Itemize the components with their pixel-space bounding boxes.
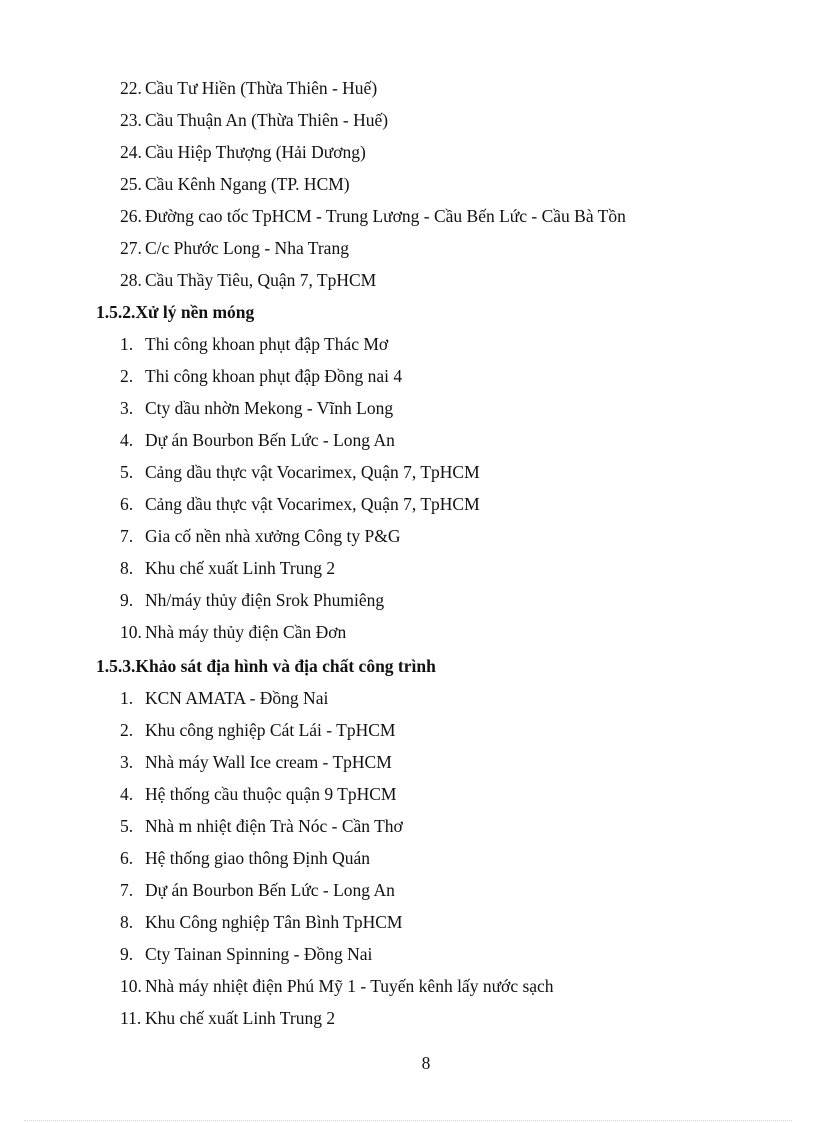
item-text: Cầu Thầy Tiêu, Quận 7, TpHCM: [145, 270, 377, 290]
item-number: 4.: [120, 430, 134, 450]
item-text: Nhà máy nhiệt điện Phú Mỹ 1 - Tuyến kênh lấy nước sạch: [145, 976, 554, 996]
item-number: 8.: [120, 912, 134, 932]
item-number: 28.: [120, 270, 142, 290]
section-heading-survey: 1.5.3.Khảo sát địa hình và địa chất công trình: [96, 656, 436, 676]
item-number: 10.: [120, 976, 142, 996]
item-number: 6.: [120, 494, 134, 514]
item-number: 2.: [120, 366, 134, 386]
item-text: Khu Công nghiệp Tân Bình TpHCM: [145, 912, 403, 932]
item-number: 5.: [120, 816, 134, 836]
item-text: Đường cao tốc TpHCM - Trung Lương - Cầu Bến Lức - Cầu Bà Tồn: [145, 206, 626, 226]
item-number: 4.: [120, 784, 134, 804]
item-text: C/c Phước Long - Nha Trang: [145, 238, 349, 258]
item-text: Khu công nghiệp Cát Lái - TpHCM: [145, 720, 396, 740]
item-number: 2.: [120, 720, 134, 740]
item-text: Cty dầu nhờn Mekong - Vĩnh Long: [145, 398, 394, 418]
item-number: 1.: [120, 334, 134, 354]
item-text: Dự án Bourbon Bến Lức - Long An: [145, 430, 395, 450]
item-text: Cầu Kênh Ngang (TP. HCM): [145, 174, 350, 194]
item-text: Cty Tainan Spinning - Đồng Nai: [145, 944, 373, 964]
item-text: Khu chế xuất Linh Trung 2: [145, 558, 336, 578]
item-text: Cầu Hiệp Thượng (Hải Dương): [145, 142, 366, 162]
item-text: Thi công khoan phụt đập Thác Mơ: [145, 334, 389, 354]
item-text: Gia cố nền nhà xưởng Công ty P&G: [145, 526, 401, 546]
item-number: 27.: [120, 238, 142, 258]
item-text: Cầu Tư Hiền (Thừa Thiên - Huế): [145, 78, 378, 98]
item-number: 25.: [120, 174, 142, 194]
item-text: Cầu Thuận An (Thừa Thiên - Huế): [145, 110, 389, 130]
item-text: Nhà m nhiệt điện Trà Nóc - Cần Thơ: [145, 816, 403, 836]
item-text: Cảng dầu thực vật Vocarimex, Quận 7, TpHCM: [145, 494, 480, 514]
item-number: 22.: [120, 78, 142, 98]
item-number: 11.: [120, 1008, 142, 1028]
item-number: 1.: [120, 688, 134, 708]
item-number: 8.: [120, 558, 134, 578]
item-text: Nhà máy Wall Ice cream - TpHCM: [145, 752, 392, 772]
item-text: Dự án Bourbon Bến Lức - Long An: [145, 880, 395, 900]
section-heading-foundation: 1.5.2.Xử lý nền móng: [96, 302, 255, 322]
item-number: 10.: [120, 622, 142, 642]
item-number: 23.: [120, 110, 142, 130]
item-number: 26.: [120, 206, 142, 226]
page-number: 8: [421, 1053, 431, 1073]
item-number: 3.: [120, 398, 134, 418]
item-text: Hệ thống cầu thuộc quận 9 TpHCM: [145, 784, 397, 804]
item-number: 7.: [120, 526, 134, 546]
item-text: Nh/máy thủy điện Srok Phumiêng: [145, 590, 385, 610]
item-number: 5.: [120, 462, 134, 482]
item-number: 7.: [120, 880, 134, 900]
item-text: Nhà máy thủy điện Cần Đơn: [145, 622, 347, 642]
page-bottom-divider: [24, 1120, 792, 1121]
item-text: Khu chế xuất Linh Trung 2: [145, 1008, 336, 1028]
item-number: 6.: [120, 848, 134, 868]
item-number: 3.: [120, 752, 134, 772]
item-text: Hệ thống giao thông Định Quán: [145, 848, 371, 868]
item-text: KCN AMATA - Đồng Nai: [145, 688, 329, 708]
item-number: 9.: [120, 944, 134, 964]
item-number: 24.: [120, 142, 142, 162]
item-text: Cảng dầu thực vật Vocarimex, Quận 7, TpHCM: [145, 462, 480, 482]
item-text: Thi công khoan phụt đập Đồng nai 4: [145, 366, 403, 386]
item-number: 9.: [120, 590, 134, 610]
